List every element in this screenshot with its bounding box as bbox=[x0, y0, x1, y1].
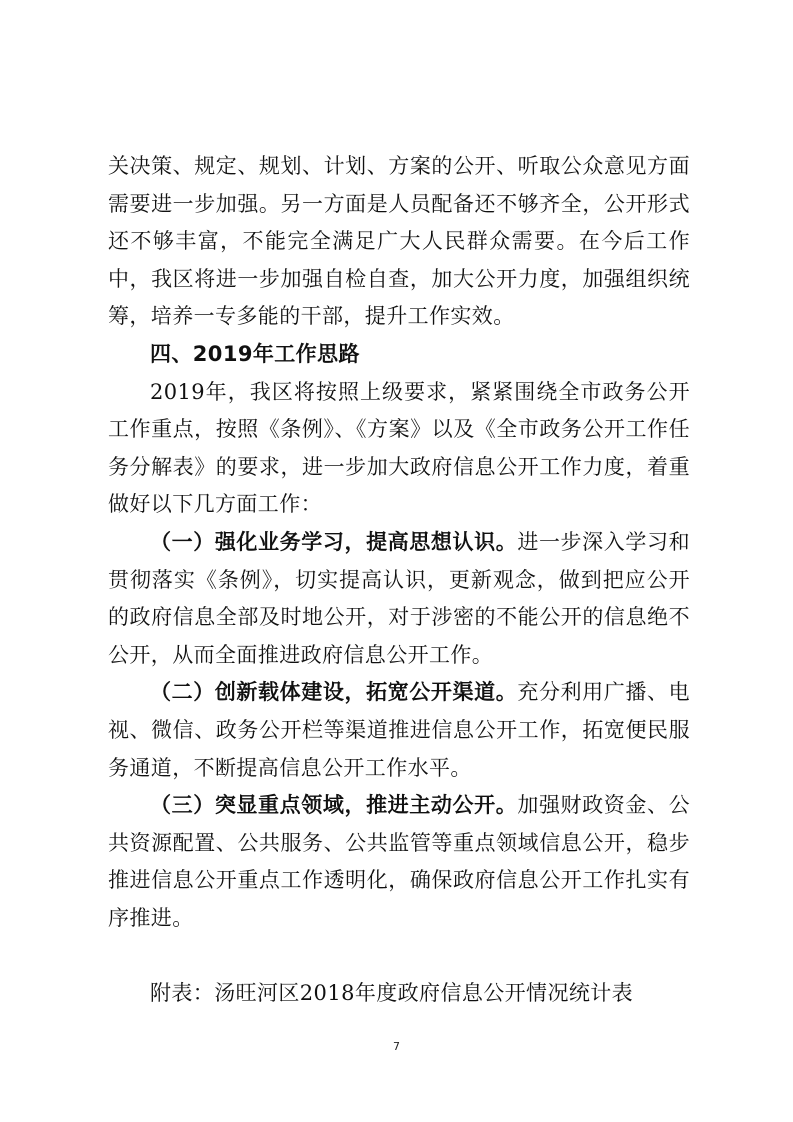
intro-paragraph: 2019年，我区将按照上级要求，紧紧围绕全市政务公开工作重点，按照《条例》、《方案》以及《全市政务公开工作任务分解表》的要求，进一步加大政府信息公开工作力度，着重做好以下几方面工作： bbox=[108, 379, 690, 517]
item-body-2: 充分利用广播、电视、微信、政务公开栏等渠道推进信息公开工作，拓宽便民服务通道，不断提高信息公开工作水平。 bbox=[108, 680, 690, 780]
item-body-1: 进一步深入学习和贯彻落实《条例》，切实提高认识，更新观念，做到把应公开的政府信息全部及时地公开，对于涉密的不能公开的信息绝不公开，从而全面推进政府信息公开工作。 bbox=[108, 529, 690, 667]
blank-line bbox=[108, 937, 690, 975]
item-title-3: （三）突显重点领域，推进主动公开。 bbox=[150, 793, 518, 818]
item-paragraph-2 bbox=[108, 674, 690, 787]
section-heading: 四、2019年工作思路 bbox=[150, 341, 360, 366]
item-title-2: （二）创新载体建设，拓宽公开渠道。 bbox=[150, 680, 518, 705]
item-title-1: （一）强化业务学习，提高思想认识。 bbox=[150, 529, 518, 554]
page-number: 7 bbox=[393, 1040, 400, 1053]
page-content bbox=[108, 148, 690, 1013]
continuation-paragraph: 关决策、规定、规划、计划、方案的公开、听取公众意见方面需要进一步加强。另一方面是人员配备还不够齐全，公开形式还不够丰富，不能完全满足广大人民群众需要。在今后工作中，我区将进一步加强自检自查，加大公开力度，加强组织统筹，培养一专多能的干部，提升工作实效。 bbox=[108, 154, 690, 329]
item-paragraph-1 bbox=[108, 524, 690, 674]
item-body-3: 加强财政资金、公共资源配置、公共服务、公共监管等重点领域信息公开，稳步推进信息公开重点工作透明化，确保政府信息公开工作扎实有序推进。 bbox=[108, 793, 690, 930]
item-paragraph-3 bbox=[108, 787, 690, 937]
attachment-note: 附表：汤旺河区2018年度政府信息公开情况统计表 bbox=[150, 981, 634, 1006]
